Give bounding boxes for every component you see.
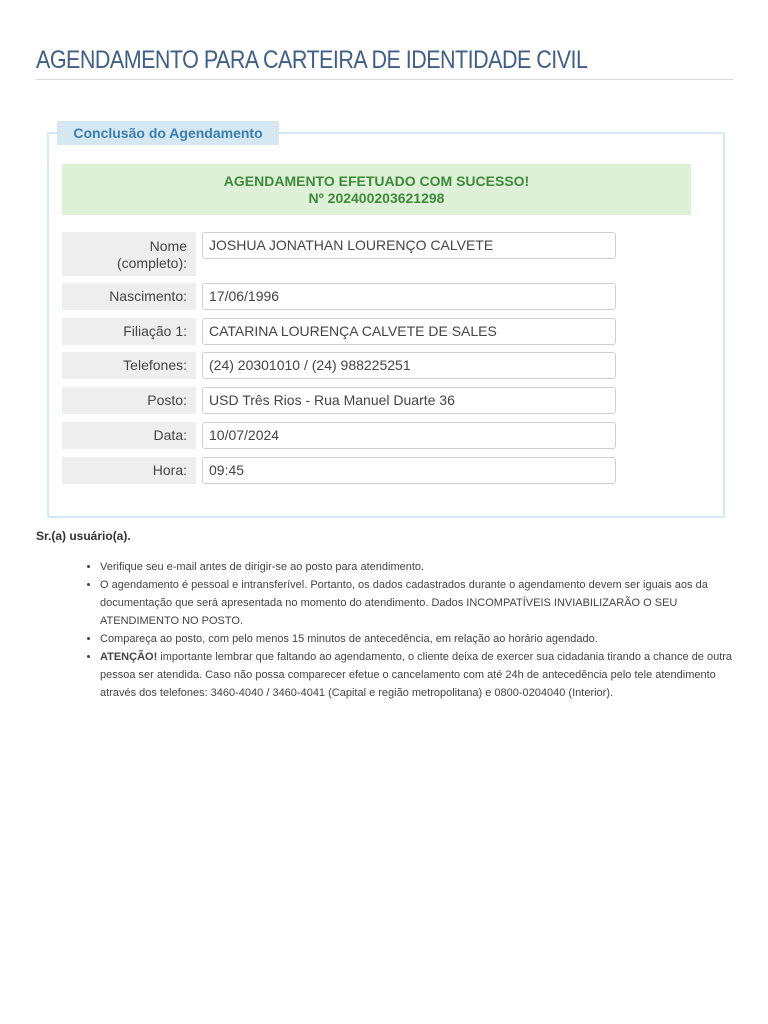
field-value-hora: 09:45	[202, 457, 616, 484]
field-value-data: 10/07/2024	[202, 422, 616, 449]
list-item: • O agendamento é pessoal e intransferível. Portanto, os dados cadastrados durante o agendamento devem ser iguais aos da documentação que será apresentada no momento do atendimento. Dados INCOMPATÍVEIS INVIABILIZARÃO O SEU ATENDIMENTO NO POSTO.	[100, 576, 750, 630]
field-label-filiacao: Filiação 1:	[62, 318, 196, 345]
list-item-attention	[100, 648, 750, 702]
page-title: AGENDAMENTO PARA CARTEIRA DE IDENTIDADE CIVIL	[36, 46, 588, 74]
title-divider	[36, 79, 733, 80]
field-value-nome: JOSHUA JONATHAN LOURENÇO CALVETE	[202, 232, 616, 259]
field-label-telefones: Telefones:	[62, 352, 196, 379]
field-value-telefones: (24) 20301010 / (24) 988225251	[202, 352, 616, 379]
list-item: • Verifique seu e-mail antes de dirigir-se ao posto para atendimento.	[100, 558, 750, 576]
field-label-data: Data:	[62, 422, 196, 449]
field-label-nome: Nome (completo):	[62, 232, 196, 276]
field-label-posto: Posto:	[62, 387, 196, 414]
field-value-nascimento: 17/06/1996	[202, 283, 616, 310]
field-value-posto: USD Três Rios - Rua Manuel Duarte 36	[202, 387, 616, 414]
notice-title: Sr.(a) usuário(a).	[36, 529, 131, 543]
field-label-hora: Hora:	[62, 457, 196, 484]
list-item: • Compareça ao posto, com pelo menos 15 minutos de antecedência, em relação ao horário agendado.	[100, 630, 750, 648]
field-value-filiacao: CATARINA LOURENÇA CALVETE DE SALES	[202, 318, 616, 345]
fieldset-legend: Conclusão do Agendamento	[57, 121, 279, 145]
field-label-nascimento: Nascimento:	[62, 283, 196, 310]
protocol-number: Nº 202400203621298	[308, 190, 445, 206]
success-alert	[62, 164, 691, 215]
attention-label: ATENÇÃO!	[100, 651, 158, 663]
attention-text: importante lembrar que faltando ao agendamento, o cliente deixa de exercer sua cidadania tirando a chance de outra pessoa ser atendida. Caso não possa comparecer efetue o cancelamento com até 24h de antecedência pelo tele atendimento através dos telefones: 3460-4040 / 3460-4041 (Capital e região metropolitana) e 0800-0204040 (Interior).	[100, 651, 733, 699]
notice-list	[86, 558, 750, 702]
success-message: AGENDAMENTO EFETUADO COM SUCESSO!	[223, 173, 530, 189]
